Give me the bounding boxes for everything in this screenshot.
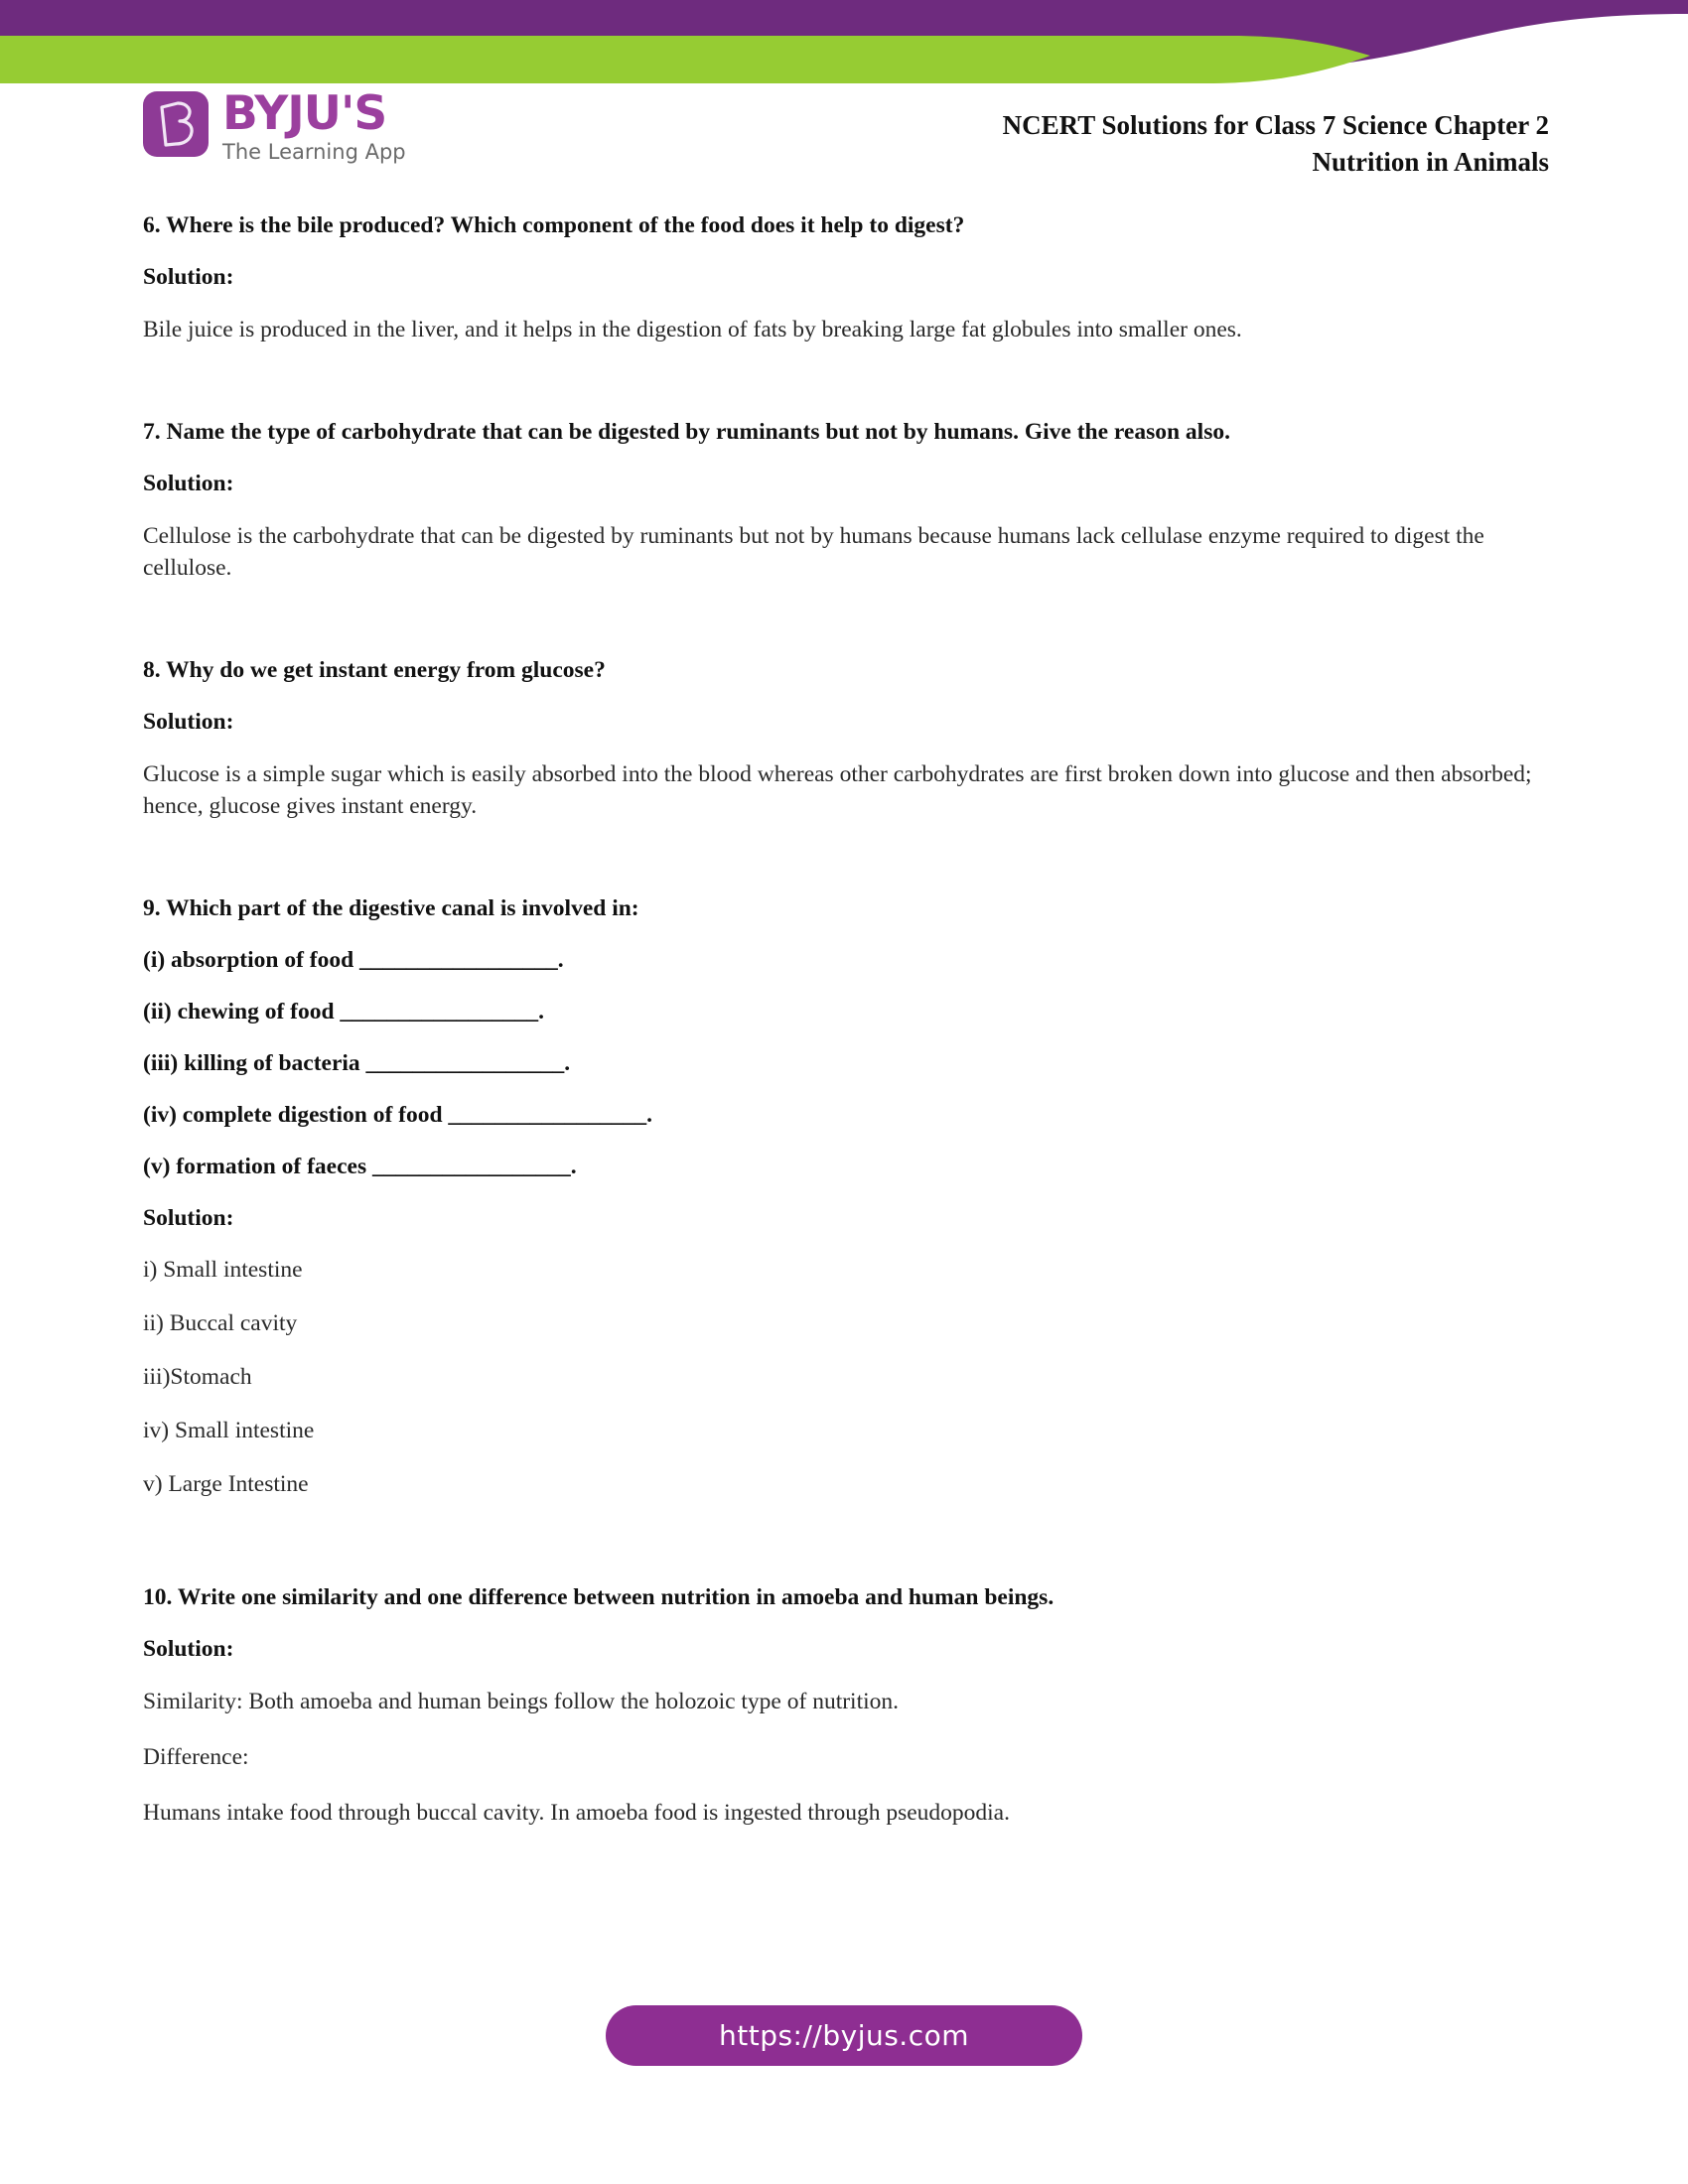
question-9-answer-iv: iv) Small intestine <box>143 1418 315 1443</box>
question-block-8 <box>143 655 1543 822</box>
question-7-solution-label: Solution: <box>143 471 234 496</box>
question-9-answer-ii: ii) Buccal cavity <box>143 1310 298 1336</box>
question-10-difference-label: Difference: <box>143 1744 249 1770</box>
brand-text <box>222 86 406 164</box>
spacer <box>143 345 1543 417</box>
brand-tagline: The Learning App <box>222 140 406 164</box>
spacer <box>143 822 1543 893</box>
green-ribbon-shape <box>0 36 1370 83</box>
spacer <box>143 584 1543 655</box>
question-9-subitem-iii: (iii) killing of bacteria _________________. <box>143 1050 571 1076</box>
header-decoration-band <box>0 0 1688 89</box>
question-block-7 <box>143 417 1543 584</box>
header-ribbon-svg <box>0 0 1688 89</box>
question-6-solution-label: Solution: <box>143 264 234 290</box>
question-10-solution-label: Solution: <box>143 1636 234 1662</box>
spacer <box>143 1523 1543 1582</box>
question-block-9 <box>143 893 1543 1499</box>
question-9-answer-iii: iii)Stomach <box>143 1364 252 1390</box>
document-content <box>143 210 1543 1852</box>
byjus-b-logo-icon <box>143 91 209 157</box>
question-9-answer-v: v) Large Intestine <box>143 1471 309 1497</box>
question-6-answer: Bile juice is produced in the liver, and it helps in the digestion of fats by breaking large fat globules into smaller ones. <box>143 317 1242 342</box>
brand-logo <box>143 86 406 164</box>
question-6-title: 6. Where is the bile produced? Which component of the food does it help to digest? <box>143 212 965 238</box>
question-7-title: 7. Name the type of carbohydrate that can be digested by ruminants but not by humans. Give the reason also. <box>143 419 1230 445</box>
question-10-difference: Humans intake food through buccal cavity. In amoeba food is ingested through pseudopodia. <box>143 1800 1010 1826</box>
question-10-title: 10. Write one similarity and one difference between nutrition in amoeba and human beings. <box>143 1584 1055 1610</box>
page-title <box>655 107 1549 181</box>
b-glyph-icon <box>156 101 196 147</box>
question-9-subitem-iv: (iv) complete digestion of food _________________. <box>143 1102 653 1128</box>
question-7-answer: Cellulose is the carbohydrate that can be digested by ruminants but not by humans because humans lack cellulase enzyme required to digest the cellulose. <box>143 523 1484 581</box>
question-9-answer-i: i) Small intestine <box>143 1257 303 1283</box>
question-9-title: 9. Which part of the digestive canal is involved in: <box>143 895 639 921</box>
question-block-6 <box>143 210 1543 345</box>
question-9-subitem-i: (i) absorption of food _________________. <box>143 947 564 973</box>
question-10-similarity: Similarity: Both amoeba and human beings follow the holozoic type of nutrition. <box>143 1689 900 1714</box>
page-title-line-2: Nutrition in Animals <box>1312 147 1549 177</box>
question-block-10 <box>143 1582 1543 1829</box>
question-8-title: 8. Why do we get instant energy from glucose? <box>143 657 606 683</box>
question-9-solution-label: Solution: <box>143 1205 234 1231</box>
question-9-subitem-ii: (ii) chewing of food _________________. <box>143 999 545 1024</box>
brand-name: BYJU'S <box>222 86 387 141</box>
question-8-answer: Glucose is a simple sugar which is easily absorbed into the blood whereas other carbohydrates are first broken down into glucose and then absorbed; hence, glucose gives instant energy. <box>143 761 1532 819</box>
question-8-solution-label: Solution: <box>143 709 234 735</box>
footer-website-link[interactable]: https://byjus.com <box>606 2005 1082 2066</box>
question-9-subitem-v: (v) formation of faeces _________________. <box>143 1154 577 1179</box>
page-title-line-1: NCERT Solutions for Class 7 Science Chapter 2 <box>1002 110 1549 140</box>
